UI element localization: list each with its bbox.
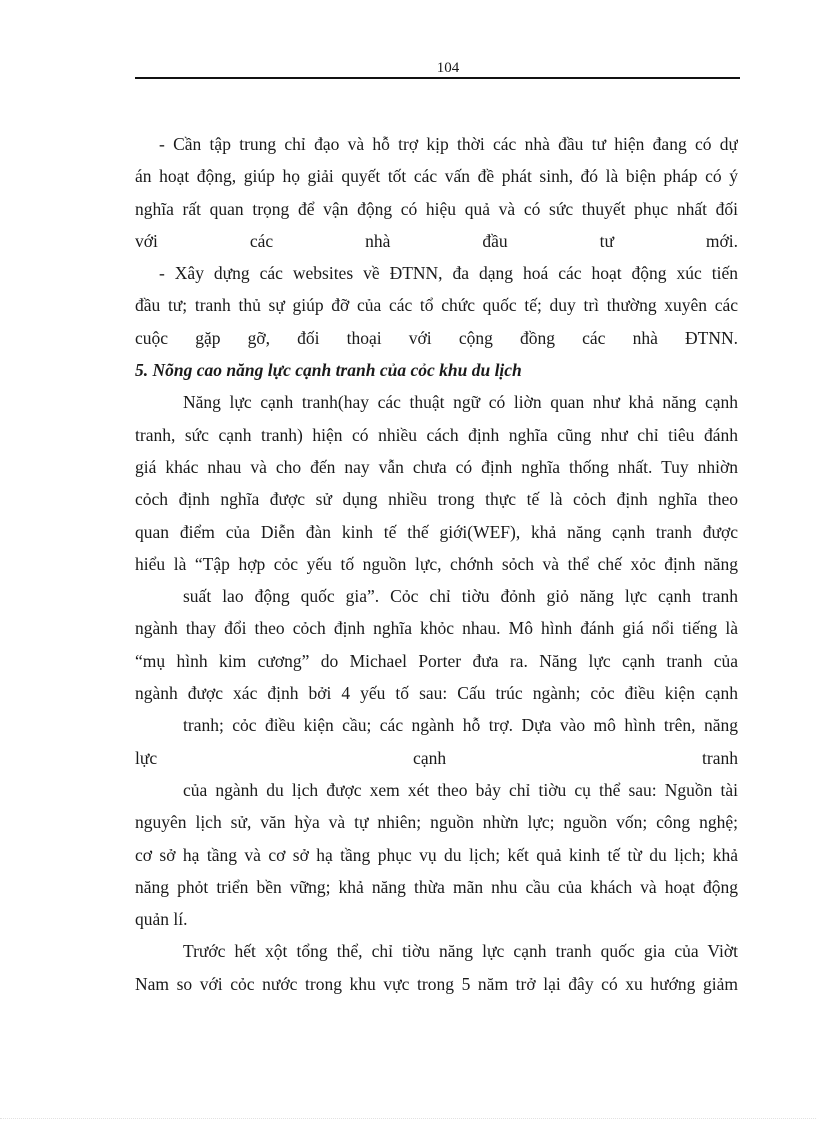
text-line: quản lí. xyxy=(135,909,188,930)
text-line: cỏch định nghĩa được sử dụng nhiều trong thực tế là cỏch định nghĩa theo xyxy=(135,489,738,510)
paragraph-first-line: Năng lực cạnh tranh(hay các thuật ngữ có liờn quan như khả năng cạnh xyxy=(183,392,738,413)
text-line: quan điểm của Diễn đàn kinh tế thế giới(WEF), khả năng cạnh tranh được xyxy=(135,521,738,542)
bullet-line: - Cần tập trung chỉ đạo và hỗ trợ kịp thời các nhà đầu tư hiện đang có dự xyxy=(159,134,738,154)
text-line: năng phỏt triển bền vững; khả năng thừa mãn nhu cầu của khách và hoạt động xyxy=(135,876,738,897)
paragraph-first-line: Trước hết xột tổng thể, chỉ tiờu năng lực cạnh tranh quốc gia của Viờt xyxy=(183,941,738,962)
text-line: cơ sở hạ tầng và cơ sở hạ tầng phục vụ du lịch; kết quả kinh tế từ du lịch; khả xyxy=(135,844,738,865)
text-line: “mụ hình kim cương” do Michael Porter đưa ra. Năng lực cạnh tranh của xyxy=(135,650,738,671)
text-line: Nam so với cỏc nước trong khu vực trong 5 năm trở lại đây có xu hướng giảm xyxy=(135,973,738,994)
text-line: ngành được xác định bởi 4 yếu tố sau: Cấu trúc ngành; cỏc điều kiện cạnh xyxy=(135,683,738,704)
text-line: giá khác nhau và cho đến nay vẫn chưa có định nghĩa thống nhất. Tuy nhiờn xyxy=(135,456,738,477)
text-line: với các nhà đầu tư mới. xyxy=(135,230,738,251)
text-line: hiểu là “Tập hợp cỏc yếu tố nguồn lực, chớnh sỏch và thể chế xỏc định năng xyxy=(135,553,738,574)
text-line: đầu tư; tranh thủ sự giúp đỡ của các tổ chức quốc tế; duy trì thường xuyên các xyxy=(135,295,738,316)
header-rule xyxy=(135,77,740,79)
text-line: tranh, sức cạnh tranh) hiện có nhiều cách định nghĩa cũng như chỉ tiêu đánh xyxy=(135,424,738,445)
section-heading: 5. Nõng cao năng lực cạnh tranh của cỏc khu du lịch xyxy=(135,360,522,381)
text-line: ngành thay đổi theo cỏch định nghĩa khỏc nhau. Mô hình đánh giá nổi tiếng là xyxy=(135,618,738,639)
indented-line: suất lao động quốc gia”. Cỏc chỉ tiờu đỏnh giỏ năng lực cạnh tranh xyxy=(183,586,738,607)
indented-line: của ngành du lịch được xem xét theo bảy chỉ tiờu cụ thể sau: Nguồn tài xyxy=(183,779,738,800)
bullet-line: - Xây dựng các websites về ĐTNN, đa dạng hoá các hoạt động xúc tiến xyxy=(159,263,738,284)
text-line: lực cạnh tranh xyxy=(135,747,738,768)
page-number: 104 xyxy=(436,60,460,76)
text-line: cuộc gặp gỡ, đối thoại với cộng đồng các nhà ĐTNN. xyxy=(135,327,738,348)
document-body xyxy=(135,128,738,1000)
text-line: nguyên lịch sử, văn hỳa và tự nhiên; nguồn nhừn lực; nguồn vốn; công nghệ; xyxy=(135,812,738,833)
indented-line: tranh; cỏc điều kiện cầu; các ngành hỗ trợ. Dựa vào mô hình trên, năng xyxy=(183,715,738,736)
text-line: nghĩa rất quan trọng để vận động có hiệu quả và có sức thuyết phục nhất đối xyxy=(135,198,738,219)
bottom-dotted-border xyxy=(0,1118,816,1119)
text-line: án hoạt động, giúp họ giải quyết tốt các vấn đề phát sinh, đó là biện pháp có ý xyxy=(135,166,738,187)
